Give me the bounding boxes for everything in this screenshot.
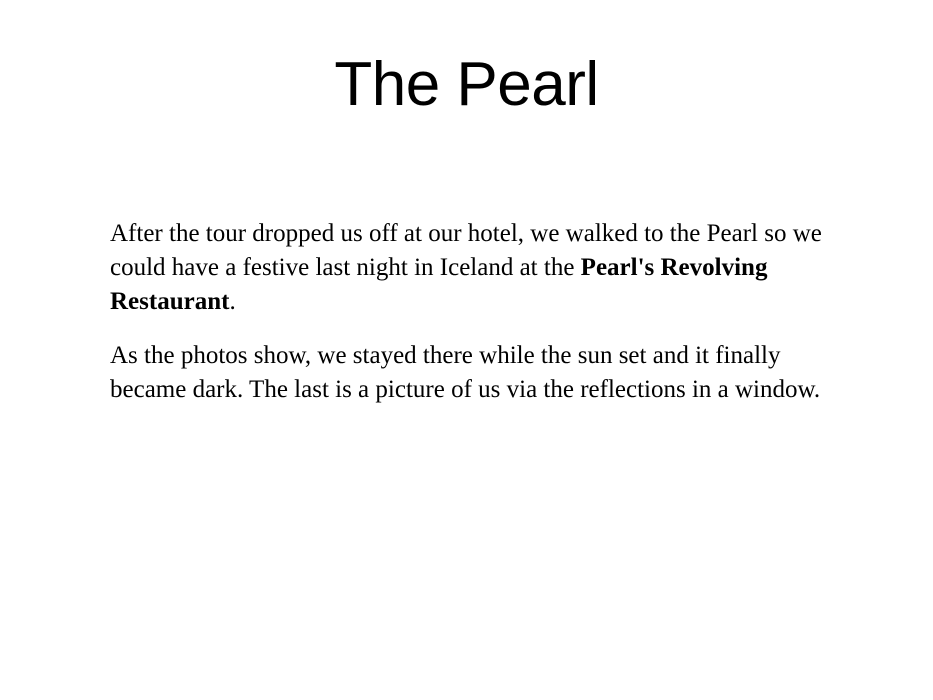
paragraph-1 bbox=[110, 217, 830, 319]
page-title: The Pearl bbox=[334, 50, 599, 119]
paragraph-1-text-after: . bbox=[229, 288, 236, 315]
restaurant-name: Pearl's Revolving Restaurant bbox=[110, 254, 768, 315]
paragraph-1-text-before: After the tour dropped us off at our hotel, we walked to the Pearl so we could have a festive last night in Iceland at the bbox=[110, 220, 822, 281]
article-body bbox=[110, 217, 830, 427]
paragraph-2: As the photos show, we stayed there while the sun set and it finally became dark. The last is a picture of us via the reflections in a window. bbox=[110, 342, 821, 403]
